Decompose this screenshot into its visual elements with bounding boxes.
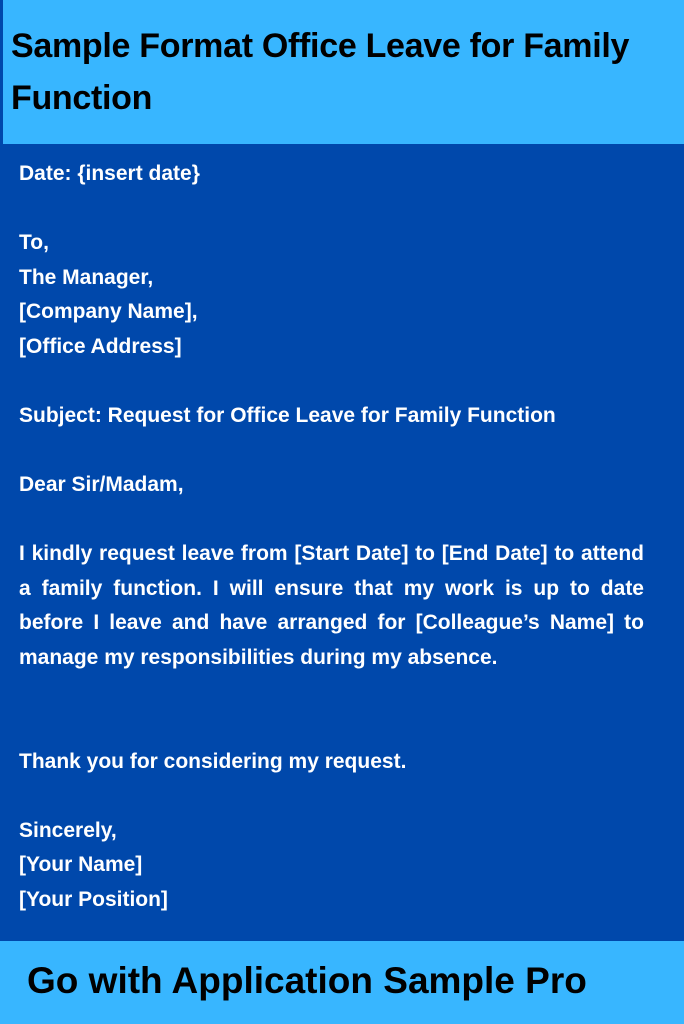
sender-position: [Your Position] bbox=[19, 888, 168, 911]
recipient-title: The Manager, bbox=[19, 266, 154, 289]
sender-name: [Your Name] bbox=[19, 853, 143, 876]
page-title: Sample Format Office Leave for Family Function bbox=[11, 27, 630, 117]
header-banner bbox=[0, 0, 684, 144]
to-line: To, bbox=[19, 231, 49, 254]
company-name: [Company Name], bbox=[19, 300, 198, 323]
salutation: Dear Sir/Madam, bbox=[19, 473, 184, 496]
footer-banner bbox=[0, 941, 684, 1024]
letter-body bbox=[0, 144, 684, 941]
footer-text: Go with Application Sample Pro bbox=[27, 960, 587, 1001]
subject-line: Subject: Request for Office Leave for Family Function bbox=[19, 404, 556, 427]
thanks-line: Thank you for considering my request. bbox=[19, 750, 407, 773]
office-address: [Office Address] bbox=[19, 335, 182, 358]
body-paragraph: I kindly request leave from [Start Date] to [End Date] to attend a family function. I will ensure that my work is up to date before I leave and have arranged for [Colleague’s Name] to manage my responsibilities during my absence. bbox=[19, 542, 644, 669]
closing-line: Sincerely, bbox=[19, 819, 117, 842]
date-line: Date: {insert date} bbox=[19, 162, 200, 185]
